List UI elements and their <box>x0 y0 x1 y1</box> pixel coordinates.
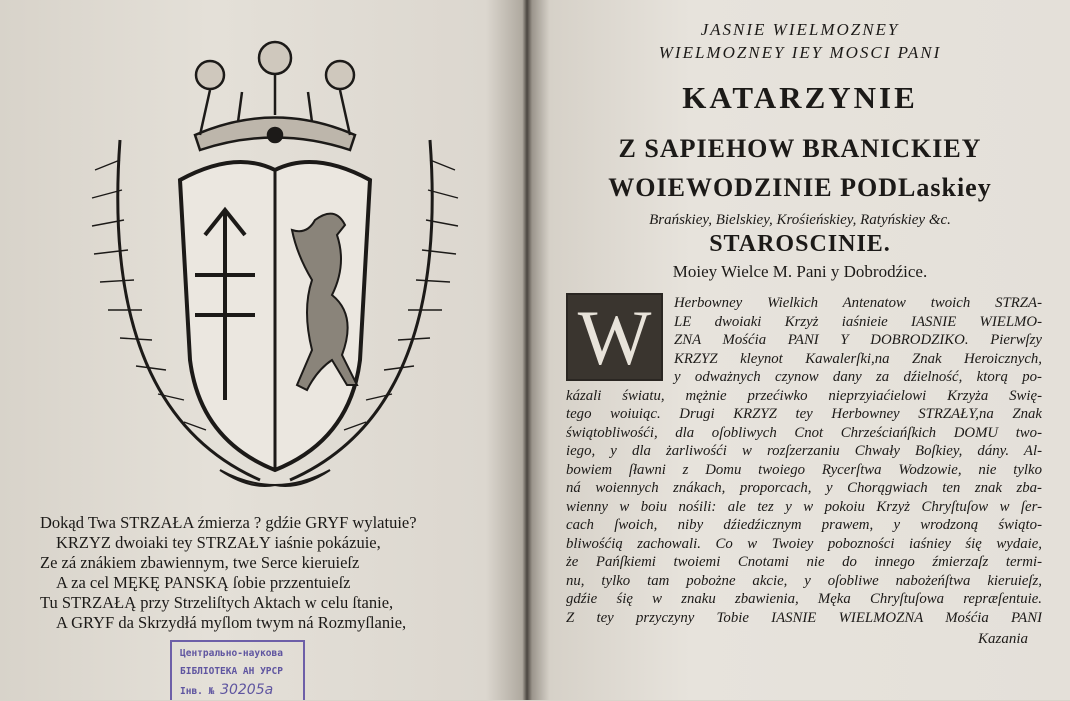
crown-icon <box>195 42 355 150</box>
drop-cap-letter: W <box>577 294 652 381</box>
library-stamp <box>170 640 305 700</box>
heading-line: WOIEWODZINIE PODLaskiey <box>608 173 992 202</box>
body-line: ná woiennych znákach, proporcach, y Chorągwiach ten znak zba- <box>566 480 1042 496</box>
body-line: że Pańſkiemi twoiemi Cnotami nie do innego źmierzaſz termi- <box>566 554 1042 570</box>
stamp-inv-label: Інв. № <box>180 686 215 697</box>
body-line: y odważnych czynow dany za dźielność, ktorą po- <box>674 369 1042 385</box>
verse-line: A GRYF da Skrzydłá myſlom twym ná Rozmyſlanie, <box>56 613 407 632</box>
body-line: tego woiuiąc. Drugi KRZYZ tey Herbowney STRZAŁY,na Znak <box>566 406 1042 422</box>
body-line: bliwośćią zachowali. Co w Twoiey pobozności iaśniey śię wydaie, <box>566 535 1042 552</box>
body-line: iego, y dla żarliwośći w rozſzerzaniu Chwały Boſkiey, dány. Al- <box>566 443 1042 459</box>
body-line: ZNA Mośćia PANI Y DOBRODZIKO. Pierwſzy <box>674 332 1042 348</box>
verse-line: A za cel MĘKĘ PANSKĄ ſobie przzentuieſz <box>56 573 351 592</box>
body-line: cach ſwoich, niby dźiedźicznym prawem, y wrodzoną świąto- <box>566 517 1042 533</box>
body-line: kázali światu, mężnie przećiwko nieprzyiaćielowi Krzyża Swię- <box>566 387 1042 404</box>
book-gutter <box>522 0 532 700</box>
stamp-line: Центрально-наукова <box>180 648 283 659</box>
body-line: wienny w boiu nośili: ale tez y w pokoiu Krzyż Chryſtuſow w ſer- <box>566 498 1042 515</box>
verse-line: KRZYZ dwoiaki tey STRZAŁY iaśnie pokázuie, <box>56 533 381 552</box>
coat-of-arms-illustration <box>60 30 490 510</box>
body-line: nu, tylko tam pobożne akcie, y oſobliwe nabożeńſtwa kieruieſz, <box>566 572 1042 589</box>
ribbon <box>220 470 330 486</box>
dedication-verse <box>40 513 510 633</box>
stamp-line: БІБЛІОТЕКА АН УРСР <box>180 666 283 677</box>
body-line: Herbowney Wielkich Antenatow twoich STRZA- <box>674 295 1042 311</box>
body-line: gdźie śię w znaku zbawienia, Męka Chryſtuſowa repræſentuie. <box>566 591 1042 607</box>
heading-line: Moiey Wielce M. Pani y Dobrodźice. <box>672 262 928 281</box>
dedication-body <box>566 294 1042 627</box>
body-line: LE dwoiaki Krzyż iaśnieie IASNIE WIELMO- <box>674 313 1042 330</box>
heading-line: WIELMOZNEY IEY MOSCI PANI <box>658 43 942 62</box>
heading-line: Brańskiey, Bielskiey, Krośieńskiey, Ratyńskiey &c. <box>649 212 951 228</box>
body-line: bowiem ſławni z Domu twoiego Rycerſtwa Wodzowie, nie tylko <box>566 461 1042 478</box>
verse-line: Tu STRZAŁĄ przy Strzeliſtych Aktach w celu ſtanie, <box>40 593 394 612</box>
verse-line: Ze zá znákiem zbawiennym, twe Serce kieruieſz <box>40 553 360 572</box>
body-line: świątobliwośći, dla oſobliwych Cnot Chrześciańſkich DOMU two- <box>566 424 1042 441</box>
body-line: KRZYZ kleynot Kawalerſki,na Znak Heroicznych, <box>674 350 1042 367</box>
verse-line: Dokąd Twa STRZAŁA źmierza ? gdźie GRYF wylatuie? <box>40 513 417 532</box>
stamp-inv-number: 30205а <box>220 682 274 698</box>
heading-line: STAROSCINIE. <box>709 231 891 257</box>
catchword: Kazania <box>977 631 1028 647</box>
body-line: Z tey przyczyny Tobie IASNIE WIELMOZNA Mośćia PANI <box>566 609 1042 626</box>
heading-name: KATARZYNIE <box>682 80 918 115</box>
heading-line: JASNIE WIELMOZNEY <box>700 20 900 39</box>
heading-line: Z SAPIEHOW BRANICKIEY <box>618 134 982 163</box>
